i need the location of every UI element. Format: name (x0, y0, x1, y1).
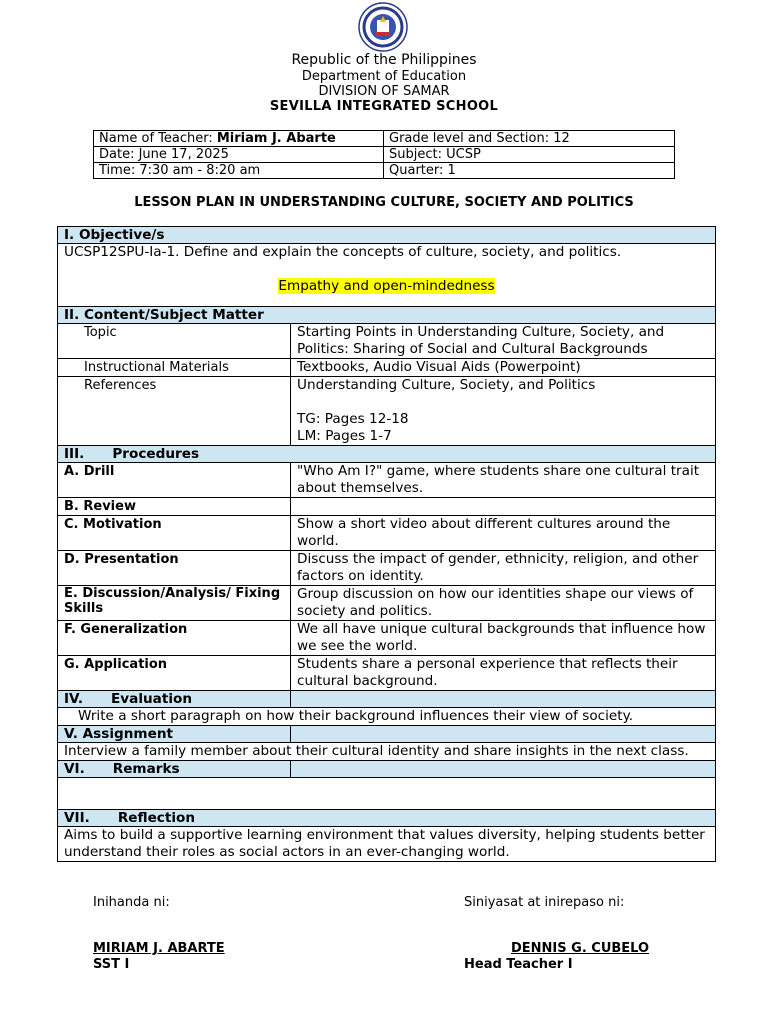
time-cell: Time: 7:30 am - 8:20 am (94, 163, 384, 179)
deped-seal-logo (358, 2, 408, 52)
objective-text: UCSP12SPU-Ia-1. Define and explain the concepts of culture, society, and politics. (64, 244, 622, 260)
date-cell: Date: June 17, 2025 (94, 147, 384, 163)
checked-by-name: DENNIS G. CUBELO (511, 941, 650, 956)
quarter-cell: Quarter: 1 (384, 163, 675, 179)
discussion-label: E. Discussion/Analysis/ Fixing Skills (58, 586, 291, 621)
references-label: References (58, 377, 291, 446)
drill-label: A. Drill (58, 463, 291, 498)
objectives-cell (58, 244, 716, 307)
application-text: Students share a personal experience that reflects their cultural background. (291, 656, 716, 691)
prepared-by-name: MIRIAM J. ABARTE (93, 941, 225, 956)
motivation-label: C. Motivation (58, 516, 291, 551)
evaluation-heading: IV. Evaluation (58, 691, 291, 708)
generalization-text: We all have unique cultural backgrounds that influence how we see the world. (291, 621, 716, 656)
prepared-by-label: Inihanda ni: (93, 895, 170, 910)
application-label: G. Application (58, 656, 291, 691)
reference-tg: TG: Pages 12-18 (297, 411, 409, 427)
checked-by-title: Head Teacher I (464, 957, 573, 972)
checked-by-label: Siniyasat at inirepaso ni: (464, 895, 625, 910)
division-text: DIVISION OF SAMAR (318, 84, 450, 99)
objectives-heading: I. Objective/s (58, 227, 716, 244)
materials-label: Instructional Materials (58, 359, 291, 377)
remarks-heading-blank (291, 761, 716, 778)
reference-lm: LM: Pages 1-7 (297, 428, 392, 444)
discussion-text: Group discussion on how our identities shape our views of society and politics. (291, 586, 716, 621)
assignment-text: Interview a family member about their cultural identity and share insights in the next class. (58, 743, 716, 761)
evaluation-heading-blank (291, 691, 716, 708)
reflection-text: Aims to build a supportive learning environment that values diversity, helping students better understand their roles as social actors in an ever-changing world. (58, 827, 716, 862)
references-cell (291, 377, 716, 446)
presentation-text: Discuss the impact of gender, ethnicity, religion, and other factors on identity. (291, 551, 716, 586)
department-text: Department of Education (301, 69, 467, 84)
evaluation-text: Write a short paragraph on how their background influences their view of society. (58, 708, 716, 726)
procedures-heading: III. Procedures (58, 446, 716, 463)
review-label: B. Review (58, 498, 291, 516)
reference-book: Understanding Culture, Society, and Politics (297, 377, 596, 393)
topic-label: Topic (58, 324, 291, 359)
lesson-plan-title: LESSON PLAN IN UNDERSTANDING CULTURE, SOCIETY AND POLITICS (134, 195, 634, 210)
reflection-heading: VII. Reflection (58, 810, 716, 827)
generalization-label: F. Generalization (58, 621, 291, 656)
review-text (291, 498, 716, 516)
value-highlight: Empathy and open-mindedness (278, 278, 495, 294)
remarks-heading: VI. Remarks (58, 761, 291, 778)
republic-text: Republic of the Philippines (291, 52, 477, 68)
materials-text: Textbooks, Audio Visual Aids (Powerpoint) (291, 359, 716, 377)
remarks-cell (58, 778, 716, 810)
assignment-heading: V. Assignment (58, 726, 291, 743)
teacher-name: Miriam J. Abarte (216, 131, 336, 146)
teacher-info-table (93, 130, 675, 179)
motivation-text: Show a short video about different cultures around the world. (291, 516, 716, 551)
lesson-plan-table (57, 226, 716, 862)
grade-cell: Grade level and Section: 12 (384, 131, 675, 147)
assignment-heading-blank (291, 726, 716, 743)
drill-text: "Who Am I?" game, where students share one cultural trait about themselves. (291, 463, 716, 498)
subject-cell: Subject: UCSP (384, 147, 675, 163)
teacher-cell: Name of Teacher: Miriam J. Abarte (94, 131, 384, 147)
content-heading: II. Content/Subject Matter (58, 307, 716, 324)
school-name: SEVILLA INTEGRATED SCHOOL (269, 99, 499, 114)
prepared-by-title: SST I (93, 957, 130, 972)
topic-text: Starting Points in Understanding Culture, Society, and Politics: Sharing of Social and Cultural Backgrounds (291, 324, 716, 359)
presentation-label: D. Presentation (58, 551, 291, 586)
